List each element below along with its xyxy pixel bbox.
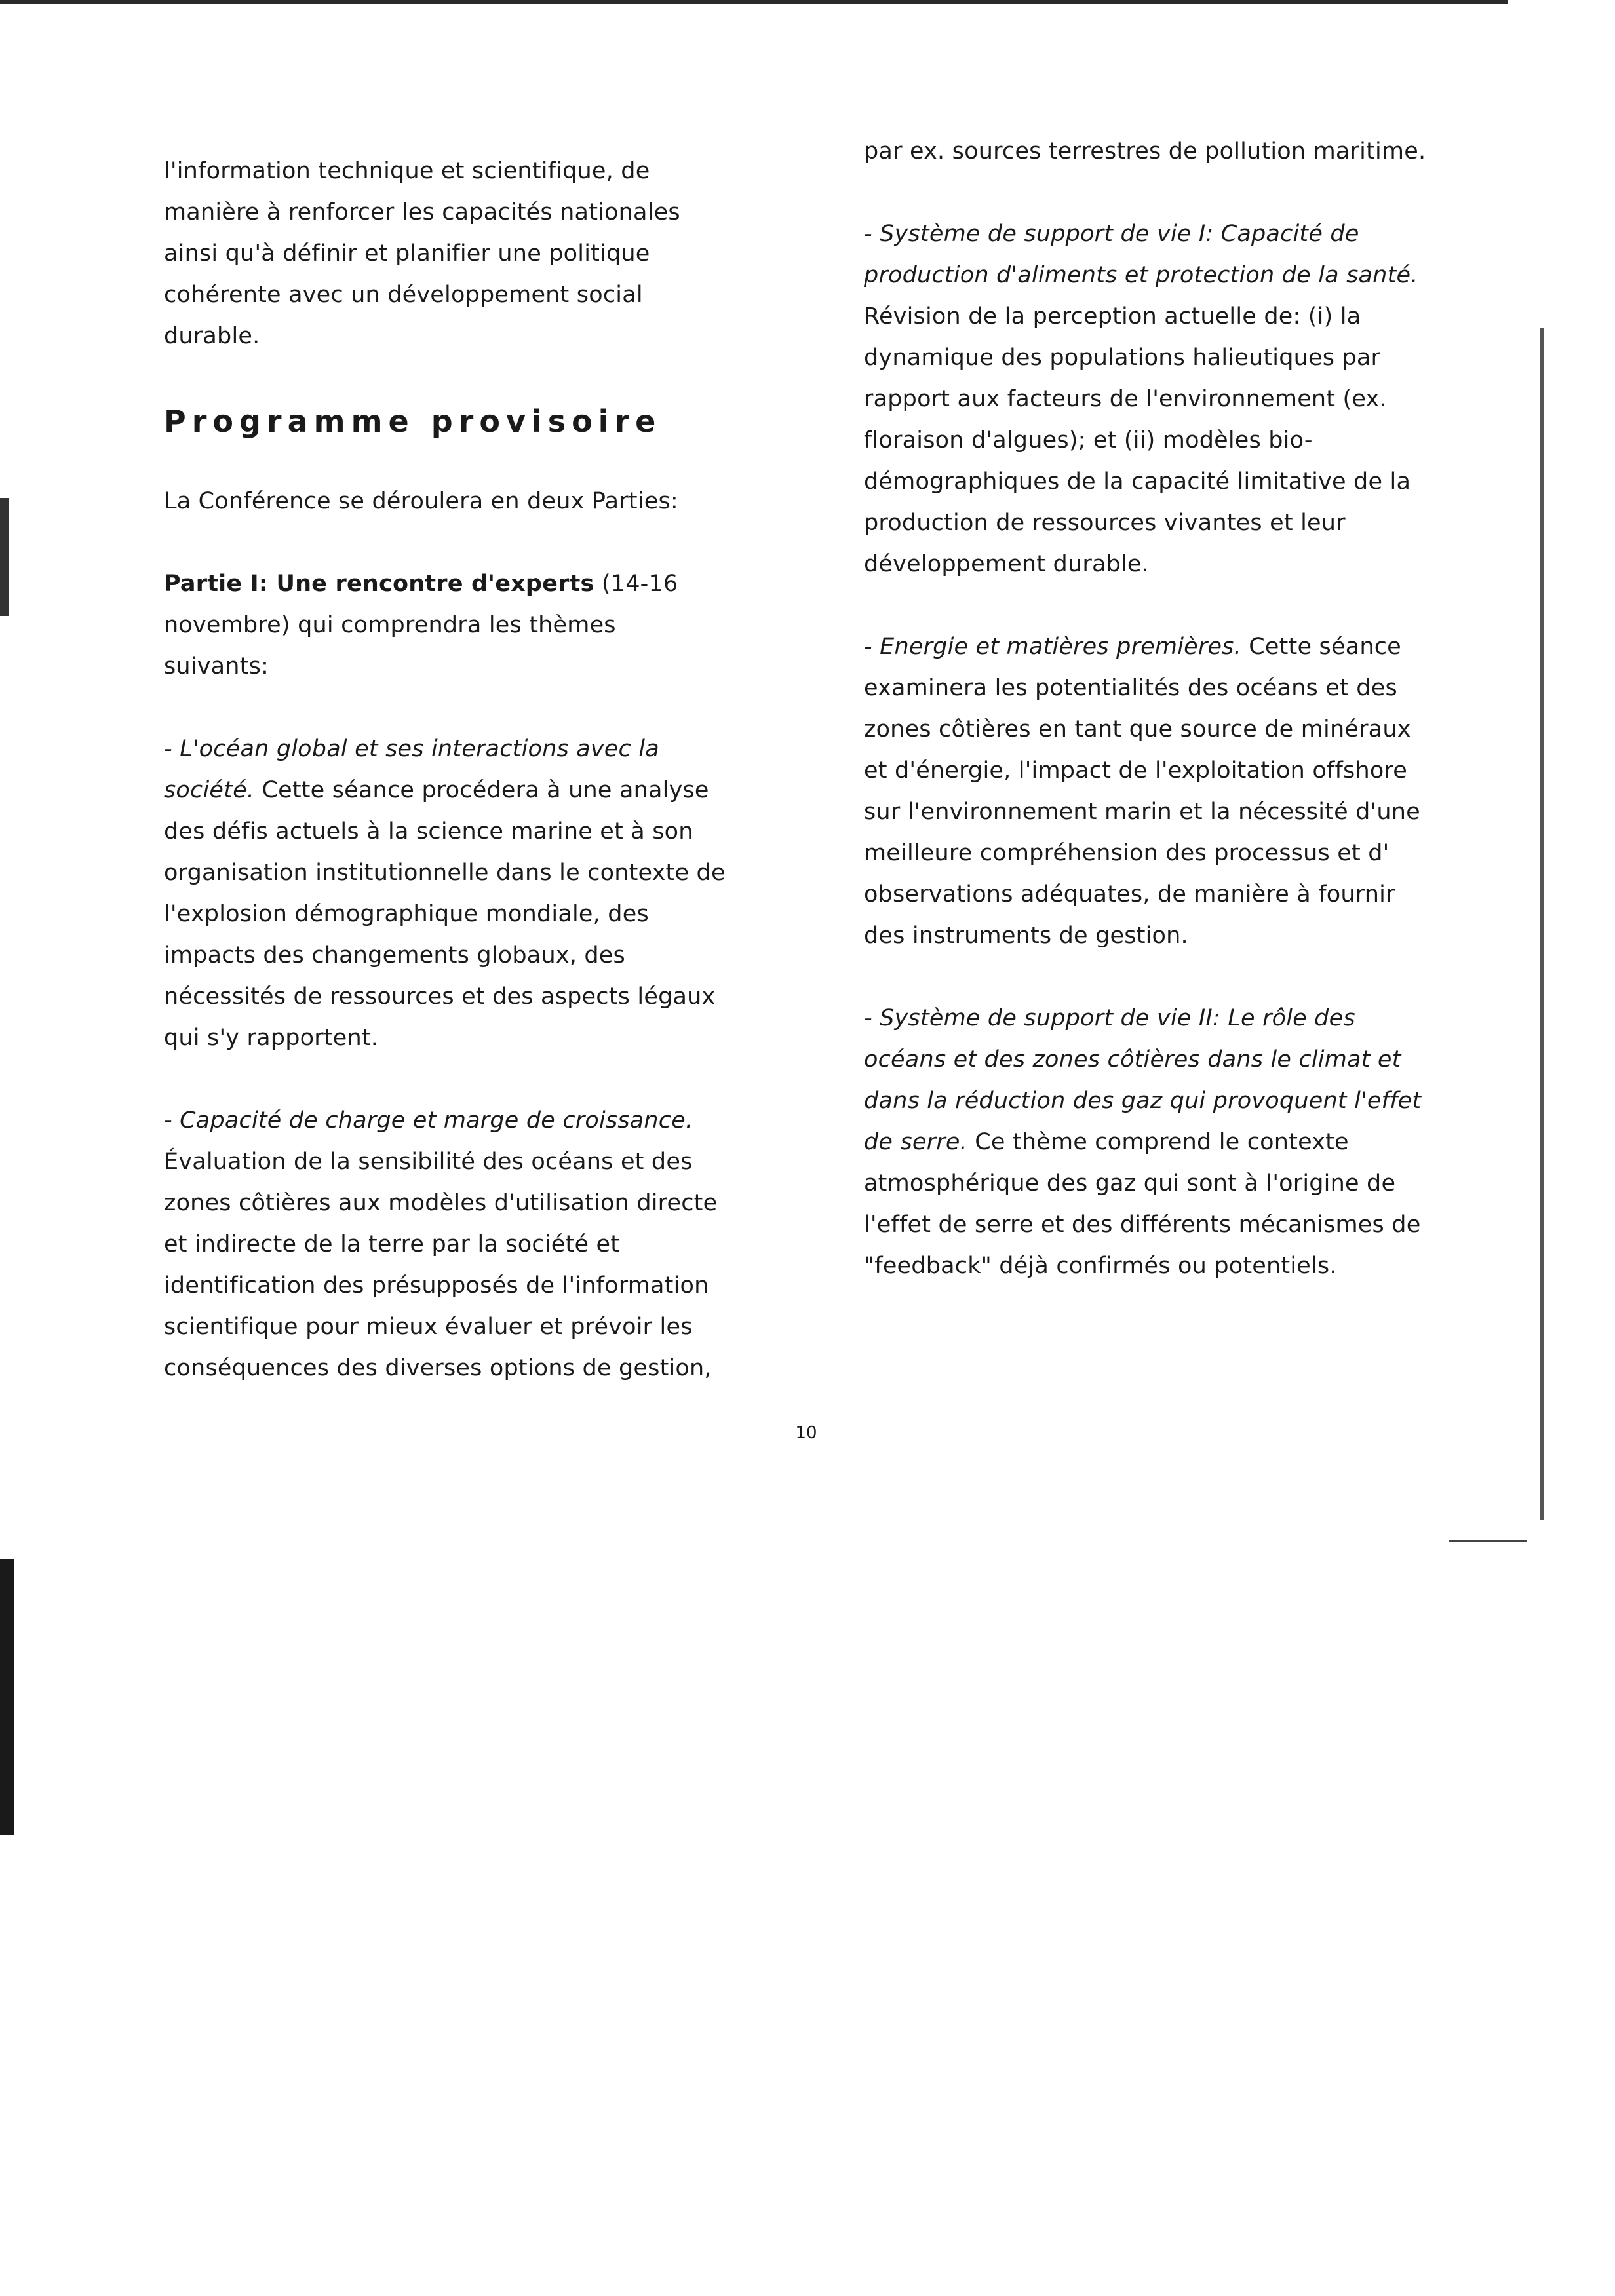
part-title: Partie I: Une rencontre d'experts — [164, 571, 594, 597]
part-description: (14-16 novembre) qui comprendra les thèmes suivants: — [164, 571, 678, 679]
right-column — [864, 131, 1441, 1287]
left-paragraph-5 — [164, 1100, 728, 1389]
left-paragraph-4 — [164, 729, 728, 1059]
theme-title-energie: - Energie et matières premières. — [864, 634, 1241, 660]
section-heading: Programme provisoire — [164, 404, 662, 439]
scan-mark-right — [1540, 328, 1544, 1520]
left-column — [164, 131, 728, 1389]
right-paragraph-2 — [864, 214, 1441, 585]
theme-text-support-vie-1: Révision de la perception actuelle de: (i) la dynamique des populations halieutiques par rapport aux facteurs de l'environnement (ex. floraison d'algues); et (ii) modèles bio-démographiques de la capacité limitative de la production de ressources vivantes et leur développement durable. — [864, 303, 1411, 577]
theme-text-support-vie-2: Ce thème comprend le contexte atmosphérique des gaz qui sont à l'origine de l'effet de serre et des différents mécanismes de "feedback" déjà confirmés ou potentiels. — [864, 1129, 1421, 1279]
theme-title-ocean-global: - L'océan global et ses interactions avec la société. — [164, 736, 659, 803]
theme-text-capacite-charge: Évaluation de la sensibilité des océans et des zones côtières aux modèles d'utilisation directe et indirecte de la terre par la société et identification des présupposés de l'information scientifique pour mieux évaluer et prévoir les conséquences des diverses options de gestion, — [164, 1149, 718, 1381]
right-paragraph-4 — [864, 998, 1441, 1287]
theme-title-support-vie-1: - Système de support de vie I: Capacité de production d'aliments et protection de la santé. — [864, 221, 1418, 288]
theme-text-ocean-global: Cette séance procédera à une analyse des défis actuels à la science marine et à son organisation institutionnelle dans le contexte de l'explosion démographique mondiale, des impacts des changements globaux, des nécessités de ressources et des aspects légaux qui s'y rapportent. — [164, 777, 726, 1051]
left-paragraph-3 — [164, 564, 728, 687]
theme-title-support-vie-2: - Système de support de vie II: Le rôle des océans et des zones côtières dans le climat et dans la réduction des gaz qui provoquent l'effet de serre. — [864, 1005, 1422, 1155]
page-number: 10 — [795, 1423, 817, 1443]
right-paragraph-1: par ex. sources terrestres de pollution maritime. — [864, 138, 1426, 164]
scan-mark-left — [0, 498, 9, 616]
right-paragraph-3 — [864, 626, 1441, 957]
theme-text-energie: Cette séance examinera les potentialités des océans et des zones côtières en tant que source de minéraux et d'énergie, l'impact de l'exploitation offshore sur l'environnement marin et la nécessité d'une meilleure compréhension des processus et d' observations adéquates, de manière à fournir des instruments de gestion. — [864, 634, 1420, 949]
scan-top-border — [0, 0, 1508, 4]
theme-title-capacite-charge: - Capacité de charge et marge de croissance. — [164, 1107, 693, 1134]
scan-mark-left-lower — [0, 1559, 14, 1835]
left-paragraph-2: La Conférence se déroulera en deux Parties: — [164, 488, 678, 514]
scan-mark-right-dash — [1449, 1540, 1527, 1542]
left-paragraph-1: l'information technique et scientifique, de manière à renforcer les capacités nationales ainsi qu'à définir et planifier une politique cohérente avec un développement social durable. — [164, 158, 680, 349]
